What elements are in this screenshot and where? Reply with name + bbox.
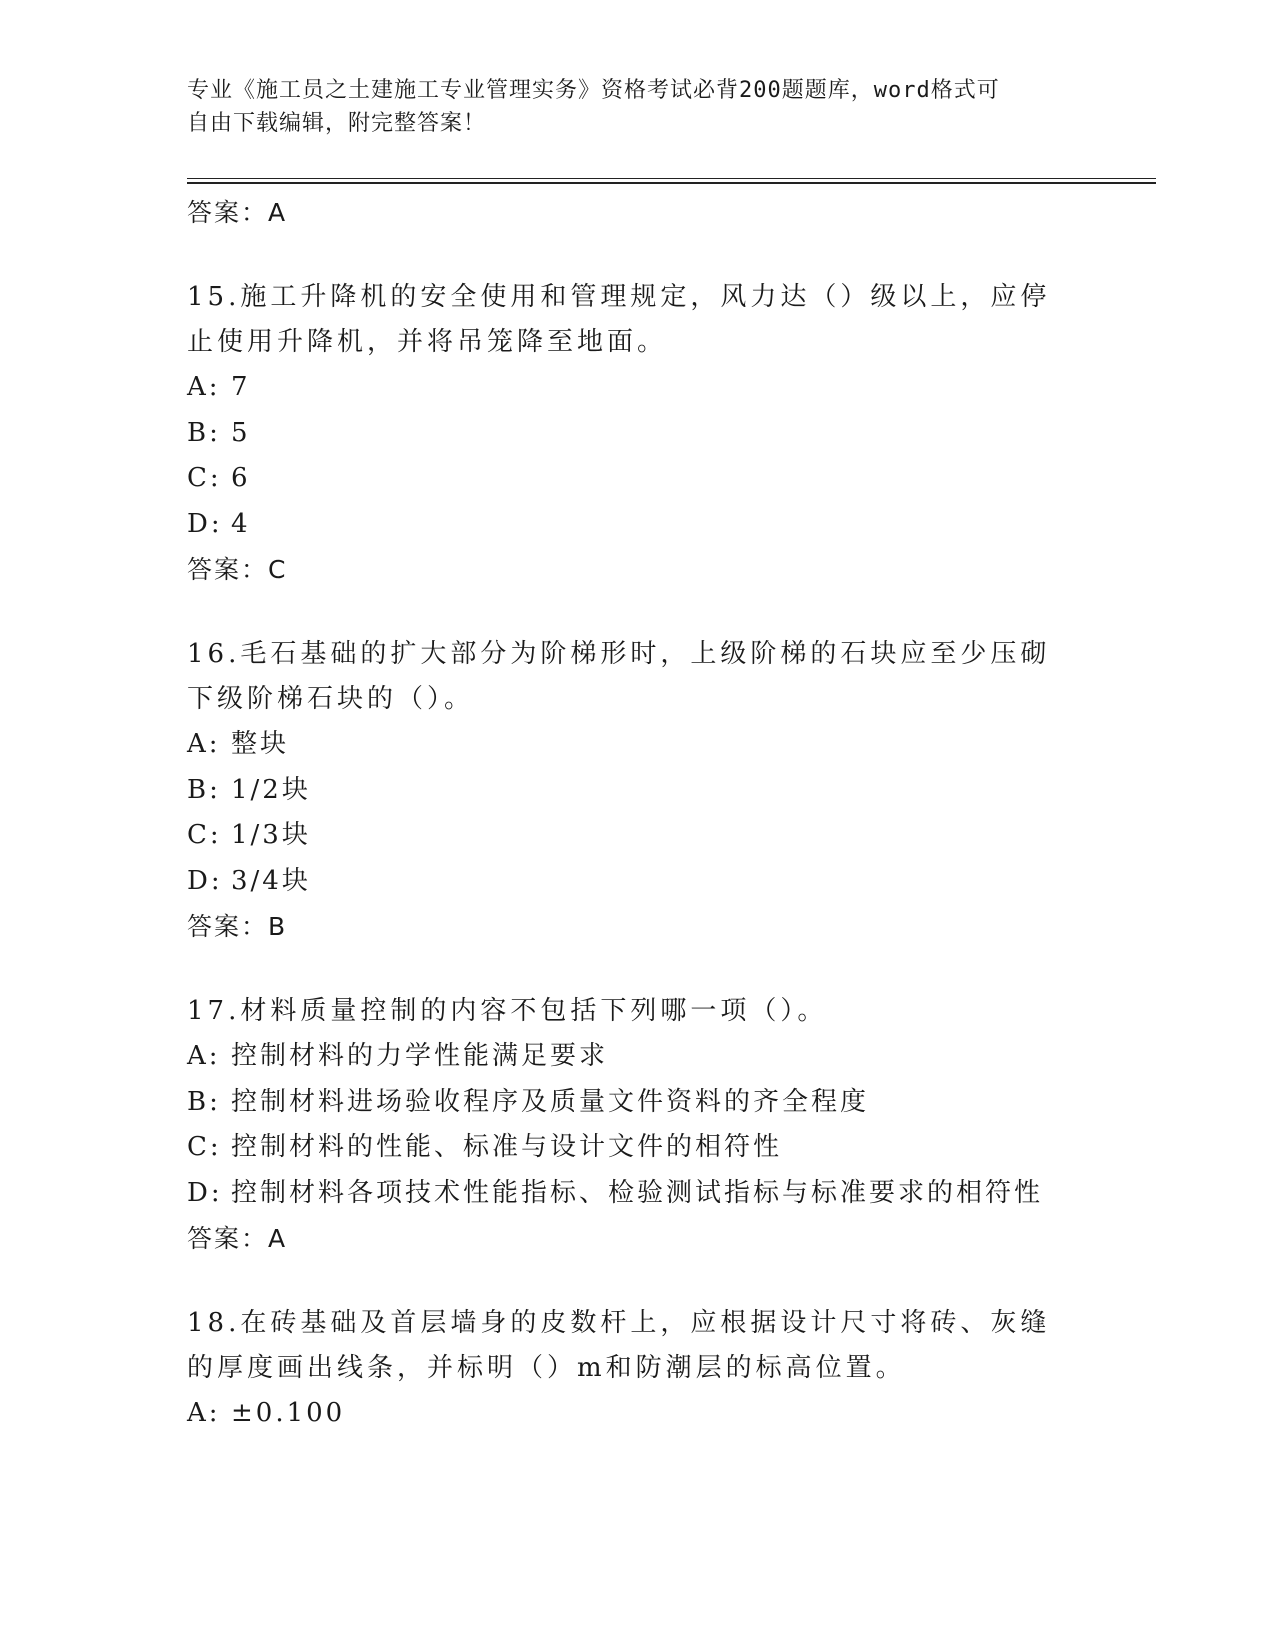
question-list: [187, 190, 1087, 1437]
page-header: [187, 74, 1087, 140]
option-a: [187, 365, 1087, 411]
answer-line: 答案：A: [187, 198, 288, 227]
option-c: [187, 813, 1087, 859]
option-a: [187, 1034, 1087, 1080]
answer-line: 答案：C: [187, 555, 288, 584]
option-letter: A:: [187, 1398, 221, 1428]
header-line-2: 自由下载编辑，附完整答案！: [187, 111, 487, 136]
option-b: [187, 768, 1087, 814]
option-text: 1/2块: [231, 774, 311, 805]
header-line-1: 专业《施工员之土建施工专业管理实务》资格考试必背200题题库，word格式可: [187, 78, 1000, 103]
option-a: [187, 1391, 1087, 1437]
option-text: 控制材料的力学性能满足要求: [231, 1041, 609, 1071]
question-15: [187, 275, 1087, 592]
option-d: [187, 1171, 1087, 1217]
option-text: 控制材料进场验收程序及质量文件资料的齐全程度: [231, 1086, 870, 1117]
header-divider-thin: [187, 178, 1156, 179]
option-text: 7: [231, 372, 251, 402]
option-letter: C:: [187, 463, 222, 493]
option-d: [187, 859, 1087, 905]
option-text: 1/3块: [231, 820, 311, 850]
option-letter: B:: [187, 417, 221, 448]
option-text: 控制材料的性能、标准与设计文件的相符性: [231, 1132, 783, 1162]
option-text: 整块: [231, 729, 290, 759]
question-17: [187, 989, 1087, 1261]
question-text: 18.在砖基础及首层墙身的皮数杆上，应根据设计尺寸将砖、灰缝的厚度画出线条，并标明（）m和防潮层的标高位置。: [187, 1308, 1051, 1383]
option-letter: B:: [187, 774, 221, 805]
option-b: [187, 1080, 1087, 1126]
option-b: [187, 411, 1087, 457]
option-letter: C:: [187, 1132, 222, 1162]
option-letter: D:: [187, 865, 223, 896]
question-18: [187, 1301, 1087, 1437]
option-letter: A:: [187, 1041, 221, 1071]
option-letter: A:: [187, 372, 221, 402]
question-16: [187, 632, 1087, 949]
option-letter: C:: [187, 820, 222, 850]
option-text: 3/4块: [231, 865, 311, 896]
option-letter: D:: [187, 508, 223, 539]
option-a: [187, 722, 1087, 768]
option-text: 5: [231, 417, 251, 448]
question-text: 16.毛石基础的扩大部分为阶梯形时，上级阶梯的石块应至少压砌下级阶梯石块的（）。: [187, 639, 1051, 714]
option-letter: B:: [187, 1086, 221, 1117]
option-c: [187, 456, 1087, 502]
option-text: 6: [231, 463, 251, 493]
question-text: 17.材料质量控制的内容不包括下列哪一项（）。: [187, 996, 828, 1026]
option-text: 4: [231, 508, 251, 539]
option-d: [187, 502, 1087, 548]
option-letter: D:: [187, 1177, 223, 1208]
option-text: 控制材料各项技术性能指标、检验测试指标与标准要求的相符性: [231, 1177, 1044, 1208]
answer-line: 答案：B: [187, 912, 288, 941]
answer-line: 答案：A: [187, 1224, 288, 1253]
option-text: ±0.100: [231, 1398, 346, 1428]
option-c: [187, 1125, 1087, 1171]
question-text: 15.施工升降机的安全使用和管理规定，风力达（）级以上，应停止使用升降机，并将吊笼降至地面。: [187, 282, 1051, 357]
header-divider-thick: [187, 182, 1156, 184]
option-letter: A:: [187, 729, 221, 759]
